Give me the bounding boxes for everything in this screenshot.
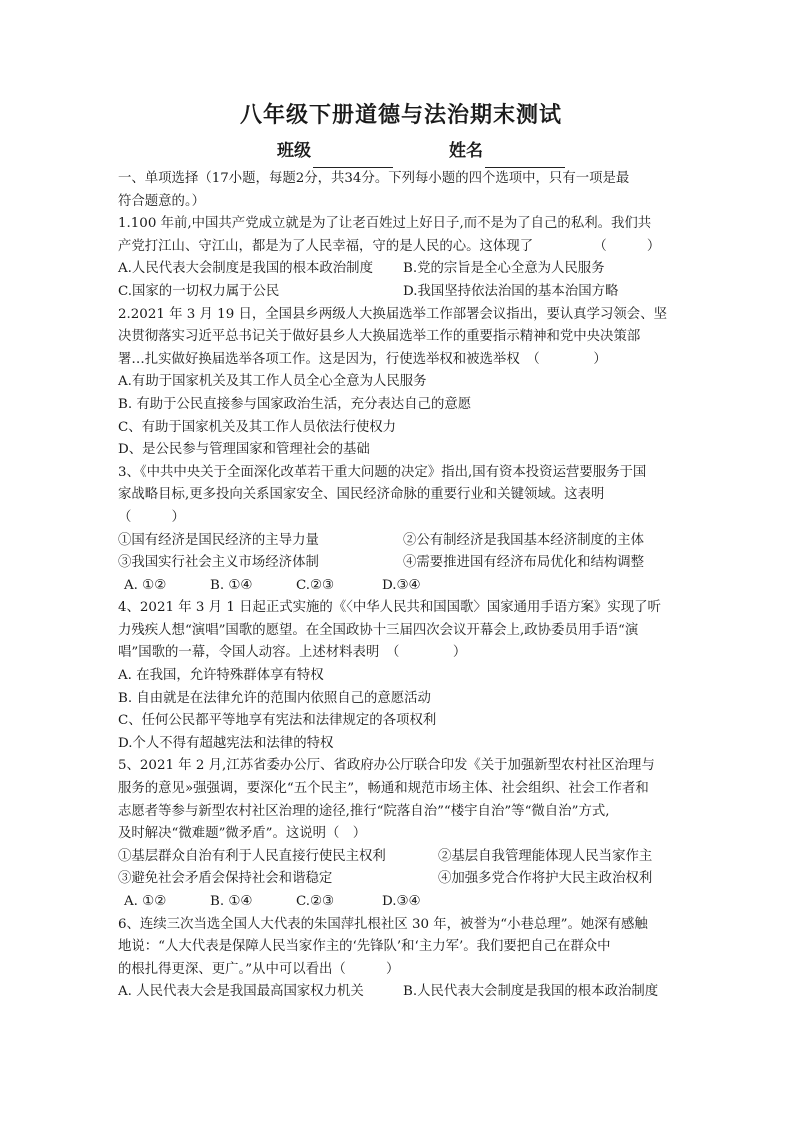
answer-option[interactable]: D、是公民参与管理国家和管理社会的基础 bbox=[118, 442, 370, 458]
question-stem-line: 及时解决“微难题”微矛盾”。这说明（ ） bbox=[118, 826, 367, 842]
class-blank[interactable] bbox=[313, 149, 393, 168]
answer-option[interactable]: B. ①④ bbox=[210, 894, 253, 909]
option-row bbox=[118, 575, 684, 598]
option-row bbox=[118, 846, 684, 869]
question-3 bbox=[118, 462, 684, 598]
question-2 bbox=[118, 304, 684, 462]
answer-option[interactable]: D.③④ bbox=[382, 894, 421, 909]
page-title: 八年级下册道德与法治期末测试 bbox=[239, 102, 562, 128]
answer-option[interactable]: C、有助于国家机关及其工作人员依法行使权力 bbox=[118, 419, 397, 435]
statement-item: ④加强多党合作将护大民主政治权利 bbox=[438, 871, 653, 887]
question-stem-line: 产党打江山、守江山，都是为了人民幸福，守的是人民的心。这体现了 （ ） bbox=[118, 238, 661, 254]
statement-item: ①国有经济是国民经济的主导力量 bbox=[118, 532, 319, 548]
answer-option[interactable]: D.我国坚持依法治国的基本治国方略 bbox=[403, 283, 619, 299]
answer-option[interactable]: A. 人民代表大会是我国最高国家权力机关 bbox=[118, 984, 364, 1000]
question-stem-line: 服务的意见»强强调，要深化“五个民主”，畅通和规范市场主体、社会组织、社会工作者和 bbox=[118, 781, 649, 797]
question-stem-line: 署…扎实做好换届选举各项工作。这是因为，行使选举权和被选举权 （ ） bbox=[118, 351, 607, 367]
question-stem-line: 志愿者等参与新型农村社区治理的途径,推行“院落自治”“楼宇自治”等“微自治”方式, bbox=[118, 803, 610, 819]
option-row bbox=[118, 868, 684, 891]
question-1 bbox=[118, 213, 684, 303]
answer-option[interactable]: B. 自由就是在法律允许的范围内依照自己的意愿活动 bbox=[118, 690, 431, 706]
answer-option[interactable]: D.个人不得有超越宪法和法律的特权 bbox=[118, 735, 334, 751]
option-row bbox=[118, 552, 684, 575]
exam-page bbox=[118, 96, 684, 1004]
answer-option[interactable]: A. 在我国，允许特殊群体享有特权 bbox=[118, 668, 324, 684]
question-stem-line: （ ） bbox=[118, 509, 185, 525]
section-heading: 一、单项选择（17小题，每题2分，共34分。下列每小题的四个选项中，只有一项是最 bbox=[118, 171, 630, 186]
answer-option[interactable]: C.②③ bbox=[296, 894, 335, 909]
statement-item: ④需要推进国有经济布局优化和结构调整 bbox=[403, 555, 645, 571]
answer-option[interactable]: A. ①② bbox=[124, 894, 167, 909]
question-4 bbox=[118, 597, 684, 755]
answer-option[interactable]: A.人民代表大会制度是我国的根本政治制度 bbox=[118, 261, 373, 277]
answer-option[interactable]: A. ①② bbox=[124, 577, 167, 593]
class-field: 班级 bbox=[277, 134, 393, 168]
statement-item: ③我国实行社会主义市场经济体制 bbox=[118, 555, 319, 571]
section-heading-cont: 符合题意的。） bbox=[118, 193, 206, 209]
question-6 bbox=[118, 914, 684, 1004]
option-row bbox=[118, 258, 684, 281]
question-stem-line: 5、2021 年 2 月,江苏省委办公厅、省政府办公厅联合印发《关于加强新型农村社区治理与 bbox=[118, 758, 655, 774]
question-stem-line: 4、2021 年 3 月 1 日起正式实施的《〈中华人民共和国国歌〉国家通用手语方案》实现了听 bbox=[118, 600, 661, 616]
answer-option[interactable]: A.有助于国家机关及其工作人员全心全意为人民服务 bbox=[118, 374, 427, 390]
option-row bbox=[118, 281, 684, 304]
option-row bbox=[118, 981, 684, 1004]
question-stem-line: 决贯彻落实习近平总书记关于做好县乡人大换届选举工作的重要指示精神和党中央决策部 bbox=[118, 329, 641, 345]
answer-option[interactable]: B. 有助于公民直接参与国家政治生活，充分表达自己的意愿 bbox=[118, 396, 472, 412]
question-stem-line: 唱”国歌的一幕，令国人动容。上述材料表明 （ ） bbox=[118, 645, 467, 661]
question-stem-line: 1.100 年前,中国共产党成立就是为了让老百姓过上好日子,而不是为了自己的私利。我们共 bbox=[118, 216, 652, 232]
name-blank[interactable] bbox=[485, 149, 565, 168]
answer-option[interactable]: B.党的宗旨是全心全意为人民服务 bbox=[403, 261, 605, 277]
question-stem-line: 的根扎得更深、更广。”从中可以看出（ ） bbox=[118, 961, 400, 977]
statement-item: ②公有制经济是我国基本经济制度的主体 bbox=[403, 532, 645, 548]
question-stem-line: 力残疾人想“演唱”国歌的愿望。在全国政协十三届四次会议开幕会上,政协委员用手语“演 bbox=[118, 622, 639, 638]
question-stem-line: 6、连续三次当选全国人大代表的朱国萍扎根社区 30 年，被誉为“小巷总理”。她深有感触 bbox=[118, 916, 648, 932]
question-stem-line: 3、《中共中央关于全面深化改革若干重大问题的决定》指出,国有资本投资运营要服务于国 bbox=[118, 464, 647, 480]
answer-option[interactable]: C.②③ bbox=[296, 577, 335, 593]
student-info bbox=[158, 134, 684, 168]
option-row bbox=[118, 530, 684, 553]
question-list bbox=[118, 213, 684, 1004]
statement-item: ②基层自我管理能体现人民当家作主 bbox=[438, 848, 653, 864]
question-stem-line: 家战略目标,更多投向关系国家安全、国民经济命脉的重要行业和关键领域。这表明 bbox=[118, 487, 605, 503]
answer-option[interactable]: C.国家的一切权力属于公民 bbox=[118, 283, 280, 299]
name-field: 姓名 bbox=[449, 134, 565, 168]
question-stem-line: 地说：“人大代表是保障人民当家作主的‘先锋队’和‘主力军’。我们要把自己在群众中 bbox=[118, 939, 611, 955]
option-row bbox=[118, 891, 684, 914]
answer-option[interactable]: C、任何公民都平等地享有宪法和法律规定的各项权利 bbox=[118, 713, 437, 729]
statement-item: ①基层群众自治有利于人民直接行使民主权利 bbox=[118, 848, 386, 864]
statement-item: ③避免社会矛盾会保持社会和谐稳定 bbox=[118, 871, 333, 887]
answer-option[interactable]: B. ①④ bbox=[210, 577, 253, 593]
question-stem-line: 2.2021 年 3 月 19 日，全国县乡两级人大换届选举工作部署会议指出，要认真学习领会、坚 bbox=[118, 306, 667, 322]
answer-option[interactable]: D.③④ bbox=[382, 577, 421, 593]
question-5 bbox=[118, 755, 684, 913]
answer-option[interactable]: B.人民代表大会制度是我国的根本政治制度 bbox=[403, 984, 659, 1000]
